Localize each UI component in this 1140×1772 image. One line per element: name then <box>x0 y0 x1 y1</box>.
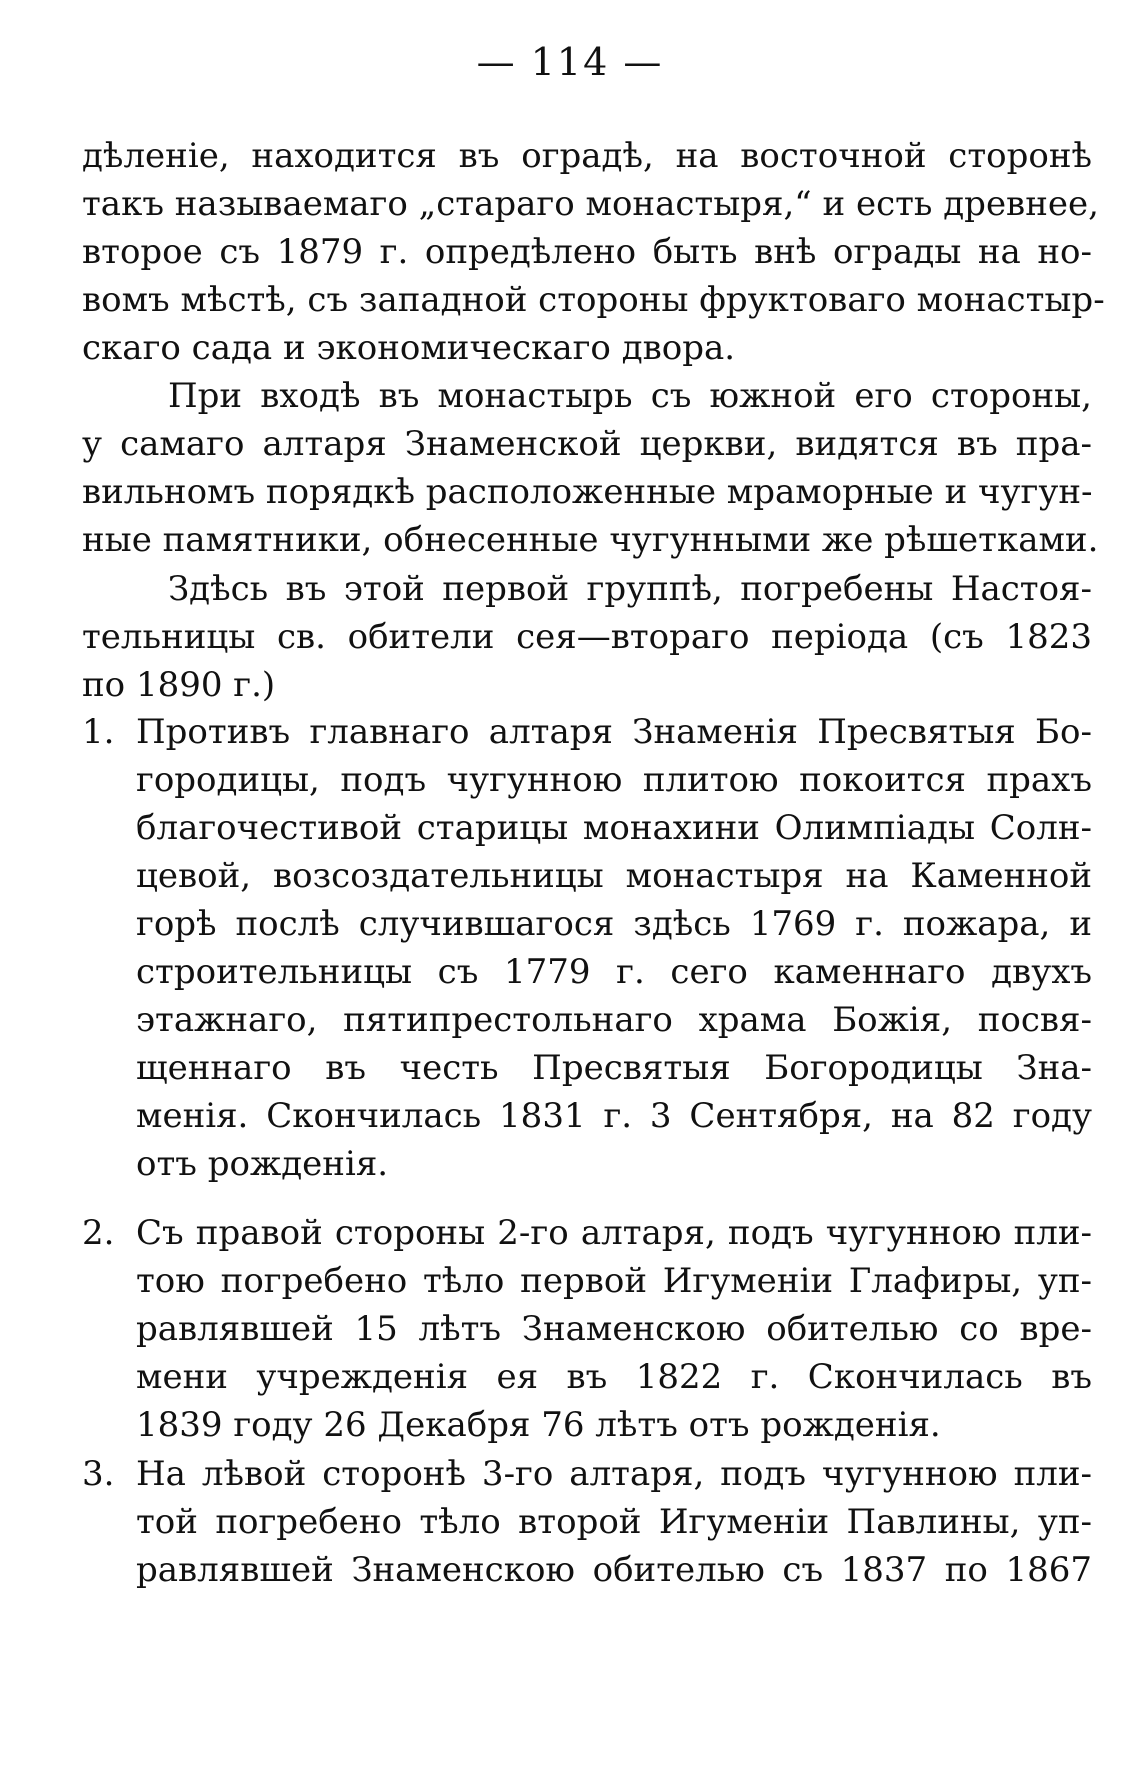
list-item-line: Противъ главнаго алтаря Знаменія Пресвятыя Бо- <box>136 712 1092 752</box>
paragraph-3 <box>82 565 1092 709</box>
paragraph-line: вомъ мѣстѣ, съ западной стороны фруктоваго монастыр- <box>82 280 1105 320</box>
page-number: — 114 — <box>476 40 664 84</box>
list-item-line: 1839 году 26 Декабря 76 лѣтъ отъ рожденія. <box>136 1405 941 1445</box>
paragraph-line: вильномъ порядкѣ расположенные мраморные и чугун- <box>82 472 1093 512</box>
list-item-text <box>136 708 1092 1188</box>
list-item-line: городицы, подъ чугунною плитою покоится прахъ <box>136 760 1092 800</box>
paragraph-line: скаго сада и экономическаго двора. <box>82 328 736 368</box>
list-item-line: щеннаго въ честь Пресвятыя Богородицы Зна- <box>136 1048 1092 1088</box>
paragraph-1 <box>82 132 1105 372</box>
list-item-line: горѣ послѣ случившагося здѣсь 1769 г. пожара, и <box>136 904 1092 944</box>
paragraph-line: у самаго алтаря Знаменской церкви, видятся въ пра- <box>82 424 1092 464</box>
list-item-line: равлявшей 15 лѣтъ Знаменскою обителью со вре- <box>136 1309 1092 1349</box>
list-item-line: отъ рожденія. <box>136 1144 389 1184</box>
list-item-line: На лѣвой сторонѣ 3-го алтаря, подъ чугунною пли- <box>136 1454 1092 1494</box>
list-item-number: 2. <box>82 1213 115 1253</box>
paragraph-line: ные памятники, обнесенные чугунными же рѣшетками. <box>82 520 1099 560</box>
list-item-line: этажнаго, пятипрестольнаго храма Божія, посвя- <box>136 1000 1092 1040</box>
list-item-line: менія. Скончилась 1831 г. 3 Сентября, на 82 году <box>136 1096 1092 1136</box>
list-item-number: 3. <box>82 1454 115 1494</box>
paragraph-line: второе съ 1879 г. опредѣлено быть внѣ ограды на но- <box>82 232 1092 272</box>
list-item-line: Съ правой стороны 2-го алтаря, подъ чугунною пли- <box>136 1213 1092 1253</box>
paragraph-line: Здѣсь въ этой первой группѣ, погребены Настоя- <box>168 569 1092 609</box>
list-item-line: цевой, возсоздательницы монастыря на Каменной <box>136 856 1092 896</box>
list-item-text <box>136 1450 1092 1594</box>
list-item-line: мени учрежденія ея въ 1822 г. Скончилась въ <box>136 1357 1092 1397</box>
paragraph-line: по 1890 г.) <box>82 665 276 705</box>
list-item-line: равлявшей Знаменскою обителью съ 1837 по 1867 <box>136 1550 1092 1590</box>
paragraph-line: тельницы св. обители сея—втораго періода (съ 1823 <box>82 617 1092 657</box>
list-item-text <box>136 1209 1092 1449</box>
list-item-line: той погребено тѣло второй Игуменіи Павлины, уп- <box>136 1502 1092 1542</box>
paragraph-line: дѣленіе, находится въ оградѣ, на восточной сторонѣ <box>82 136 1092 176</box>
list-item-number: 1. <box>82 712 115 752</box>
list-item-line: строительницы съ 1779 г. сего каменнаго двухъ <box>136 952 1092 992</box>
list-item-line: благочестивой старицы монахини Олимпіады Солн- <box>136 808 1092 848</box>
paragraph-2 <box>82 372 1099 564</box>
list-item-line: тою погребено тѣло первой Игуменіи Глафиры, уп- <box>136 1261 1092 1301</box>
paragraph-line: При входѣ въ монастырь съ южной его стороны, <box>168 376 1092 416</box>
paragraph-line: такъ называемаго „стараго монастыря,“ и есть древнее, <box>82 184 1099 224</box>
